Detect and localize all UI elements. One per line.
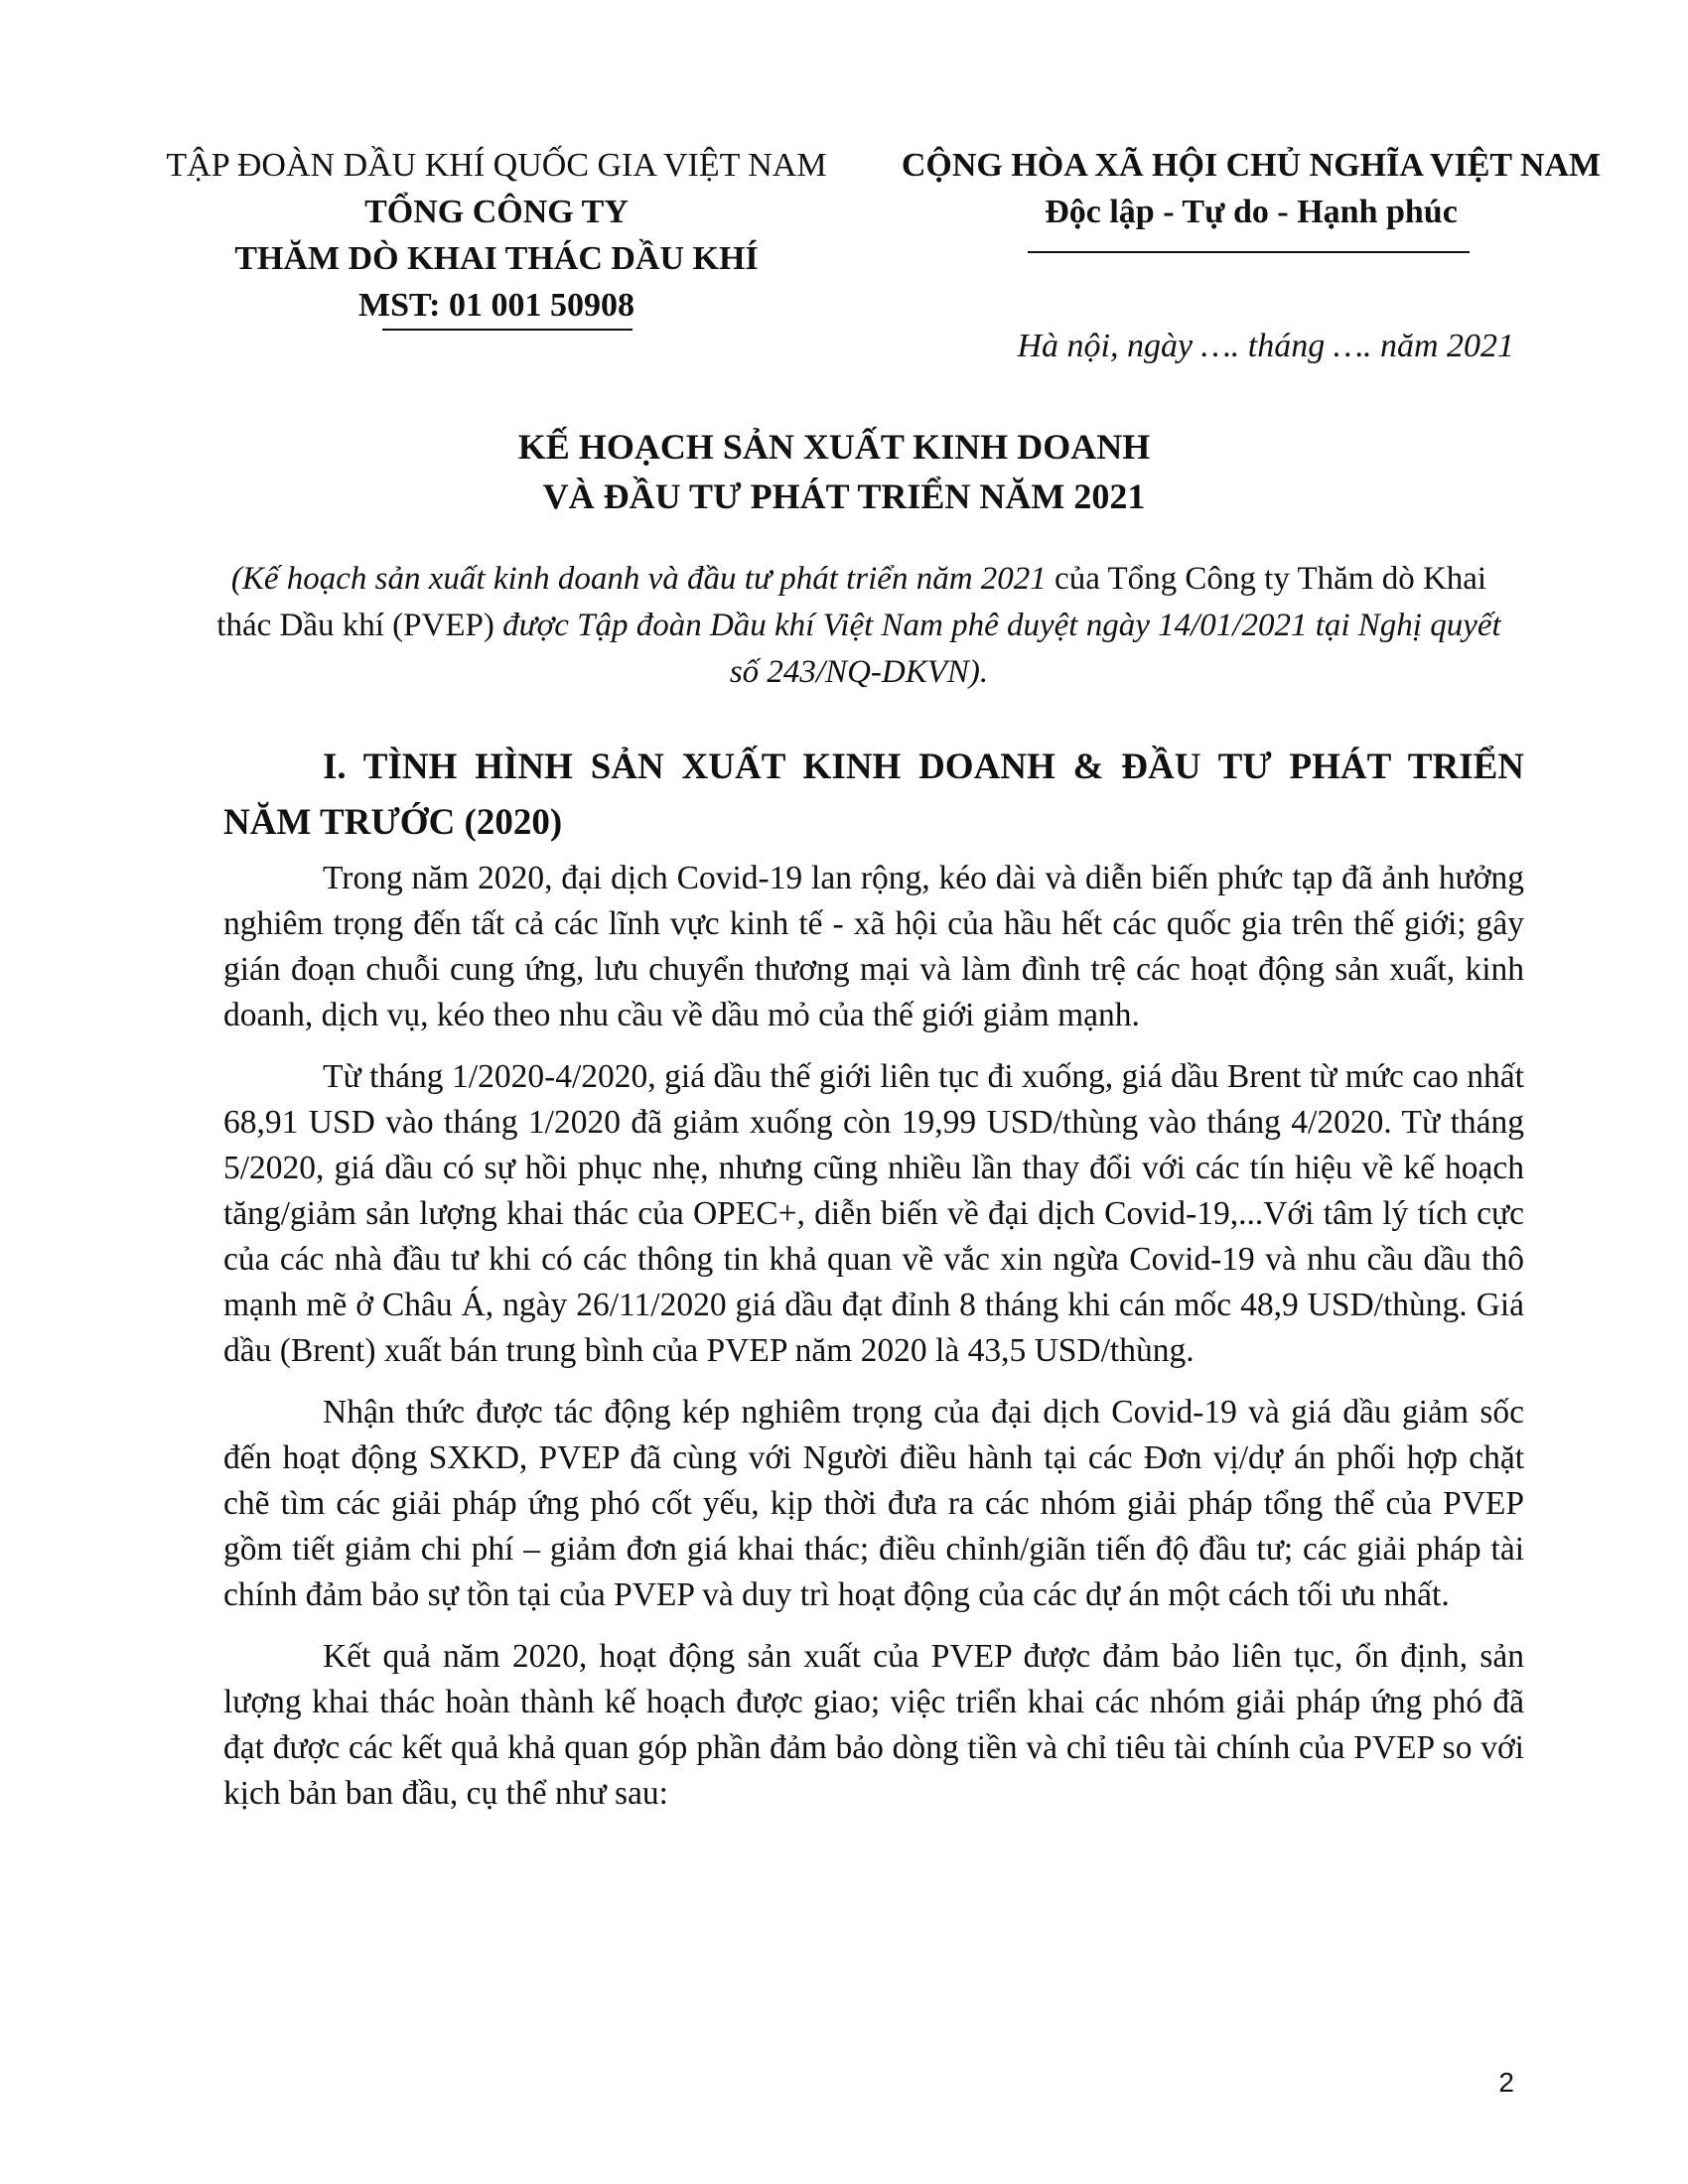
- subtitle-part-2: của Tổng Công ty Thăm dò Khai thác Dầu khí (PVEP): [216, 561, 1487, 643]
- company-name: THĂM DÒ KHAI THÁC DẦU KHÍ: [234, 240, 759, 277]
- organization-header: [149, 142, 844, 329]
- document-date: Hà nội, ngày …. tháng …. năm 2021: [1017, 328, 1514, 364]
- title-line-1: KẾ HOẠCH SẢN XUẤT KINH DOANH: [517, 427, 1151, 467]
- title-line-2: VÀ ĐẦU TƯ PHÁT TRIỂN NĂM 2021: [542, 477, 1146, 516]
- body-text: [223, 856, 1524, 1833]
- parent-organization: TẬP ĐOÀN DẦU KHÍ QUỐC GIA VIỆT NAM: [166, 147, 827, 184]
- national-motto: Độc lập - Tự do - Hạnh phúc: [1045, 194, 1458, 230]
- section-heading: I. TÌNH HÌNH SẢN XUẤT KINH DOANH & ĐẦU TƯ PHÁT TRIỂN NĂM TRƯỚC (2020): [223, 747, 1524, 843]
- paragraph: Kết quả năm 2020, hoạt động sản xuất của PVEP được đảm bảo liên tục, ổn định, sản lượng khai thác hoàn thành kế hoạch được giao; việc triển khai các nhóm giải pháp ứng phó đã đạt được các kết quả khả quan góp phần đảm bảo dòng tiền và chỉ tiêu tài chính của PVEP so với kịch bản ban đầu, cụ thể như sau:: [223, 1638, 1524, 1812]
- national-header: [874, 142, 1628, 235]
- right-header-underline: [1028, 251, 1470, 253]
- left-header-underline: [382, 329, 633, 331]
- document-title: [199, 422, 1489, 521]
- paragraph: Trong năm 2020, đại dịch Covid-19 lan rộng, kéo dài và diễn biến phức tạp đã ảnh hưởng nghiêm trọng đến tất cả các lĩnh vực kinh tế - xã hội của hầu hết các quốc gia trên thế giới; gây gián đoạn chuỗi cung ứng, lưu chuyển thương mại và làm đình trệ các hoạt động sản xuất, kinh doanh, dịch vụ, kéo theo nhu cầu về dầu mỏ của thế giới giảm mạnh.: [223, 860, 1524, 1033]
- country-name: CỘNG HÒA XÃ HỘI CHỦ NGHĨA VIỆT NAM: [901, 147, 1602, 184]
- paragraph: Nhận thức được tác động kép nghiêm trọng của đại dịch Covid-19 và giá dầu giảm sốc đến hoạt động SXKD, PVEP đã cùng với Người điều hành tại các Đơn vị/dự án phối hợp chặt chẽ tìm các giải pháp ứng phó cốt yếu, kịp thời đưa ra các nhóm giải pháp tổng thể của PVEP gồm tiết giảm chi phí – giảm đơn giá khai thác; điều chỉnh/giãn tiến độ đầu tư; các giải pháp tài chính đảm bảo sự tồn tại của PVEP và duy trì hoạt động của các dự án một cách tối ưu nhất.: [223, 1394, 1524, 1613]
- subtitle-part-1: (Kế hoạch sản xuất kinh doanh và đầu tư phát triển năm 2021: [230, 561, 1047, 597]
- subtitle-part-3: được Tập đoàn Dầu khí Việt Nam phê duyệt ngày 14/01/2021 tại Nghị quyết số 243/NQ-DKVN).: [502, 608, 1501, 690]
- document-subtitle: [213, 556, 1504, 696]
- page-number: 2: [1498, 2067, 1514, 2098]
- tax-code: MST: 01 001 50908: [358, 287, 634, 324]
- company-type: TỔNG CÔNG TY: [364, 194, 629, 230]
- paragraph: Từ tháng 1/2020-4/2020, giá dầu thế giới liên tục đi xuống, giá dầu Brent từ mức cao nhất 68,91 USD vào tháng 1/2020 đã giảm xuống còn 19,99 USD/thùng vào tháng 4/2020. Từ tháng 5/2020, giá dầu có sự hồi phục nhẹ, nhưng cũng nhiều lần thay đổi với các tín hiệu về kế hoạch tăng/giảm sản lượng khai thác của OPEC+, diễn biến về đại dịch Covid-19,...Với tâm lý tích cực của các nhà đầu tư khi có các thông tin khả quan về vắc xin ngừa Covid-19 và nhu cầu dầu thô mạnh mẽ ở Châu Á, ngày 26/11/2020 giá dầu đạt đỉnh 8 tháng khi cán mốc 48,9 USD/thùng. Giá dầu (Brent) xuất bán trung bình của PVEP năm 2020 là 43,5 USD/thùng.: [223, 1058, 1524, 1369]
